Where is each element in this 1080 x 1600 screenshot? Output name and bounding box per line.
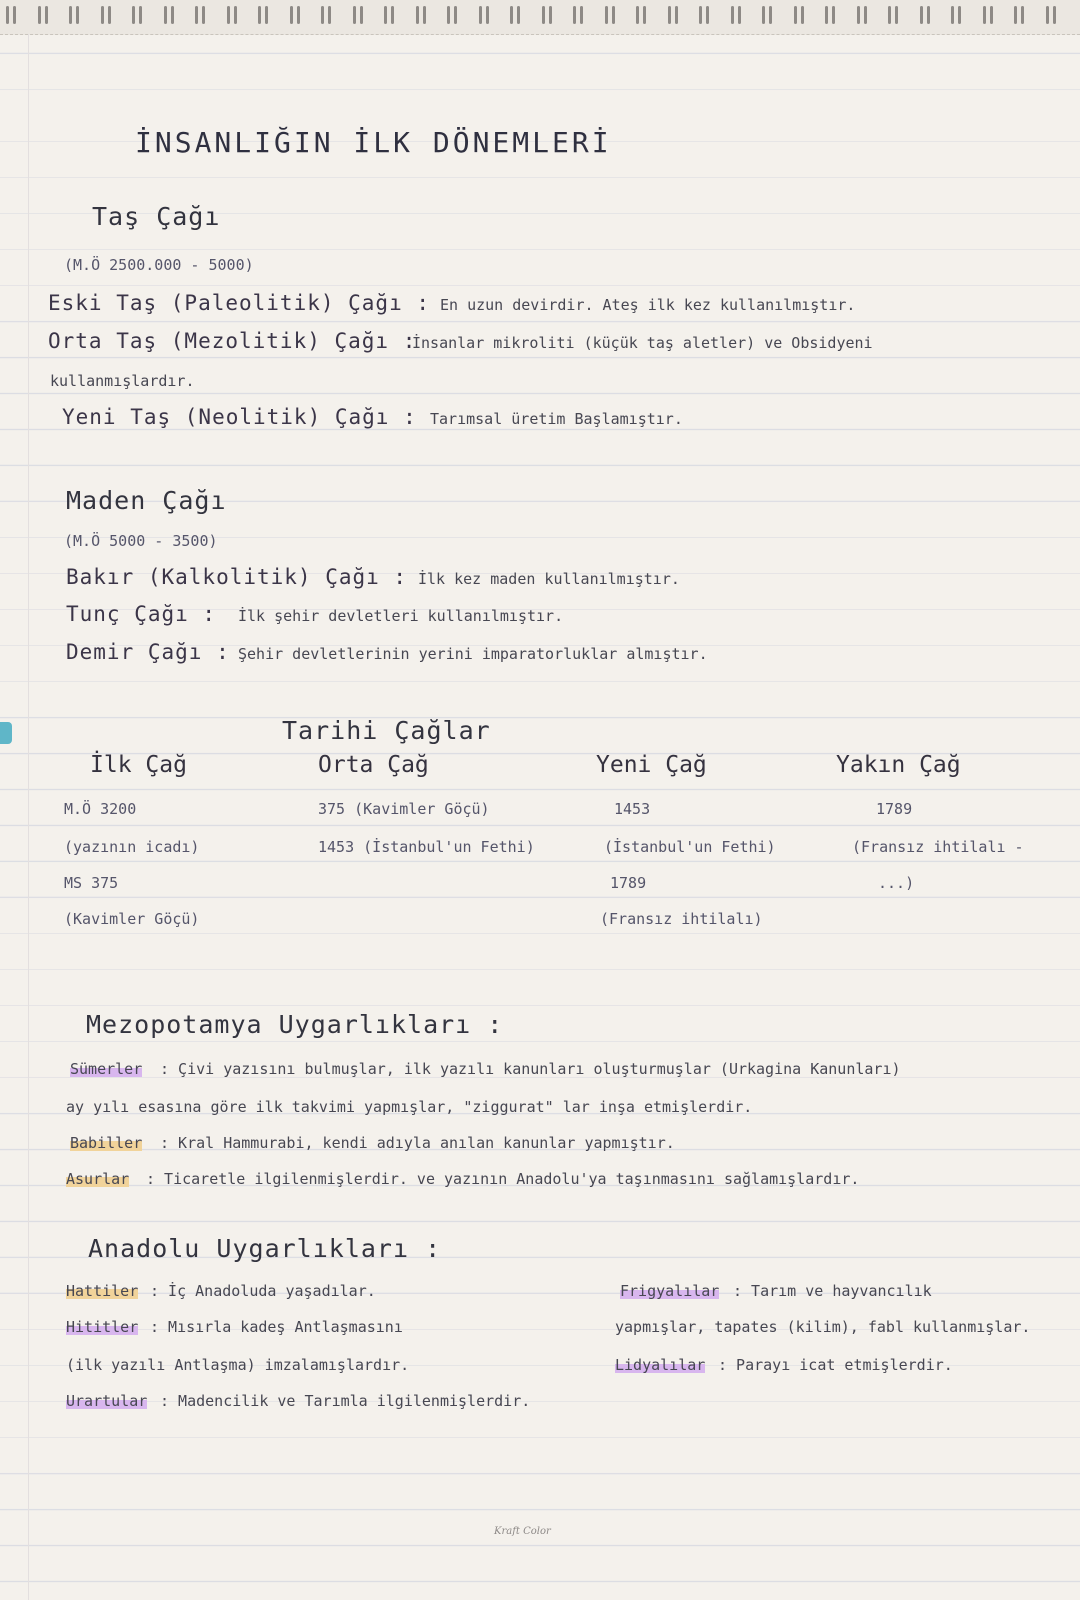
- spiral-ring: [542, 6, 545, 24]
- spiral-ring: [164, 6, 167, 24]
- spiral-ring: [580, 6, 583, 24]
- spiral-ring: [454, 6, 457, 24]
- sumerler-text: : Çivi yazısını bulmuşlar, ilk yazılı kanunları oluşturmuşlar (Urkagina Kanunları): [160, 1060, 901, 1078]
- ilk-cag-line-4: (Kavimler Göçü): [64, 910, 200, 928]
- spiral-ring: [45, 6, 48, 24]
- spiral-ring: [391, 6, 394, 24]
- page-tab-marker: [0, 722, 12, 744]
- spiral-ring: [13, 6, 16, 24]
- spiral-ring: [895, 6, 898, 24]
- spiral-ring: [69, 6, 72, 24]
- spiral-ring: [195, 6, 198, 24]
- tunc-cagi-label: Tunç Çağı :: [66, 602, 217, 626]
- yeni-cag-line-1: 1453: [614, 800, 651, 818]
- spiral-ring: [983, 6, 986, 24]
- spiral-ring: [573, 6, 576, 24]
- hititler-label: Hititler: [66, 1318, 139, 1336]
- spiral-ring: [297, 6, 300, 24]
- spiral-ring: [1053, 6, 1056, 24]
- frigyalilar-text-2: yapmışlar, tapates (kilim), fabl kullanmışlar.: [615, 1318, 1031, 1336]
- urartular-text: : Madencilik ve Tarımla ilgilenmişlerdir.: [160, 1392, 531, 1410]
- spiral-ring: [769, 6, 772, 24]
- hititler-text-2: (ilk yazılı Antlaşma) imzalamışlardır.: [66, 1356, 410, 1374]
- orta-cag-line-2: 1453 (İstanbul'un Fethi): [318, 838, 535, 856]
- spiral-ring: [738, 6, 741, 24]
- spiral-ring: [857, 6, 860, 24]
- babiller-text: : Kral Hammurabi, kendi adıyla anılan kanunlar yapmıştır.: [160, 1134, 675, 1152]
- spiral-ring: [699, 6, 702, 24]
- spiral-ring: [171, 6, 174, 24]
- spiral-ring: [328, 6, 331, 24]
- section-heading-tas-cagi: Taş Çağı: [92, 202, 221, 231]
- demir-cagi-text: Şehir devletlerinin yerini imparatorluklar almıştır.: [238, 645, 708, 663]
- spiral-ring: [510, 6, 513, 24]
- spiral-ring: [234, 6, 237, 24]
- hititler-text: : Mısırla kadeş Antlaşmasını: [150, 1318, 403, 1336]
- spiral-ring: [825, 6, 828, 24]
- sumerler-text-2: ay yılı esasına göre ilk takvimi yapmışlar, "ziggurat" lar inşa etmişlerdir.: [66, 1098, 753, 1116]
- yeni-tas-text: Tarımsal üretim Başlamıştır.: [430, 410, 683, 428]
- spiral-ring: [888, 6, 891, 24]
- section-heading-tarihi-caglar: Tarihi Çağlar: [282, 716, 491, 745]
- yakin-cag-line-2: (Fransız ihtilalı -: [852, 838, 1024, 856]
- spiral-ring: [643, 6, 646, 24]
- spiral-ring: [927, 6, 930, 24]
- demir-cagi-label: Demir Çağı :: [66, 640, 230, 664]
- ilk-cag-line-1: M.Ö 3200: [64, 800, 137, 818]
- frigyalilar-text: : Tarım ve hayvancılık: [733, 1282, 932, 1300]
- bakir-cagi-text: İlk kez maden kullanılmıştır.: [418, 570, 680, 588]
- ilk-cag-line-2: (yazının icadı): [64, 838, 200, 856]
- ilk-cag-line-3: MS 375: [64, 874, 119, 892]
- spiral-ring: [353, 6, 356, 24]
- spiral-ring: [762, 6, 765, 24]
- spiral-ring: [479, 6, 482, 24]
- spiral-ring: [1014, 6, 1017, 24]
- spiral-ring: [1021, 6, 1024, 24]
- yeni-cag-line-2: (İstanbul'un Fethi): [604, 838, 776, 856]
- orta-tas-text-2: kullanmışlardır.: [50, 372, 195, 390]
- orta-tas-text: İnsanlar mikroliti (küçük taş aletler) ve Obsidyeni: [412, 334, 873, 352]
- spiral-ring: [486, 6, 489, 24]
- col-title-yakin-cag: Yakın Çağ: [836, 752, 961, 778]
- yeni-cag-line-4: (Fransız ihtilalı): [600, 910, 763, 928]
- spiral-ring: [668, 6, 671, 24]
- spiral-ring: [416, 6, 419, 24]
- lidyalilar-label: Lidyalılar: [615, 1356, 706, 1374]
- urartular-label: Urartular: [66, 1392, 148, 1410]
- spiral-ring: [1046, 6, 1049, 24]
- spiral-ring: [864, 6, 867, 24]
- spiral-ring: [423, 6, 426, 24]
- asurlar-text: : Ticaretle ilgilenmişlerdir. ve yazının Anadolu'ya taşınmasını sağlamışlardır.: [146, 1170, 860, 1188]
- spiral-ring: [202, 6, 205, 24]
- spiral-ring: [951, 6, 954, 24]
- spiral-ring: [794, 6, 797, 24]
- spiral-ring: [6, 6, 9, 24]
- page-title: İNSANLIĞIN İLK DÖNEMLERİ: [135, 126, 612, 159]
- section-heading-anadolu: Anadolu Uygarlıkları :: [88, 1234, 442, 1263]
- spiral-ring: [290, 6, 293, 24]
- notebook-brand-watermark: Kraft Color: [494, 1526, 551, 1537]
- spiral-ring: [139, 6, 142, 24]
- tunc-cagi-text: İlk şehir devletleri kullanılmıştır.: [238, 607, 564, 625]
- spiral-ring: [958, 6, 961, 24]
- section-heading-maden-cagi: Maden Çağı: [66, 486, 227, 515]
- spiral-ring: [265, 6, 268, 24]
- spiral-ring: [731, 6, 734, 24]
- spiral-ring: [706, 6, 709, 24]
- eski-tas-text: En uzun devirdir. Ateş ilk kez kullanılmıştır.: [440, 296, 856, 314]
- margin-line: [28, 34, 29, 1600]
- spiral-ring: [38, 6, 41, 24]
- col-title-yeni-cag: Yeni Çağ: [596, 752, 707, 778]
- sumerler-label: Sümerler: [70, 1060, 143, 1078]
- spiral-ring: [108, 6, 111, 24]
- lidyalilar-text: : Parayı icat etmişlerdir.: [718, 1356, 953, 1374]
- spiral-ring: [832, 6, 835, 24]
- yakin-cag-line-3: ...): [878, 874, 915, 892]
- spiral-ring: [605, 6, 608, 24]
- spiral-ring: [227, 6, 230, 24]
- orta-cag-line-1: 375 (Kavimler Göçü): [318, 800, 490, 818]
- spiral-ring: [549, 6, 552, 24]
- spiral-binding: [0, 0, 1080, 35]
- bakir-cagi-label: Bakır (Kalkolitik) Çağı :: [66, 565, 408, 589]
- tas-cagi-range: (M.Ö 2500.000 - 5000): [64, 256, 254, 274]
- spiral-ring: [612, 6, 615, 24]
- spiral-ring: [675, 6, 678, 24]
- hattiler-label: Hattiler: [66, 1282, 139, 1300]
- yeni-tas-label: Yeni Taş (Neolitik) Çağı :: [62, 405, 417, 429]
- col-title-orta-cag: Orta Çağ: [318, 752, 429, 778]
- spiral-ring: [258, 6, 261, 24]
- spiral-ring: [321, 6, 324, 24]
- spiral-ring: [360, 6, 363, 24]
- spiral-ring: [990, 6, 993, 24]
- maden-cagi-range: (M.Ö 5000 - 3500): [64, 532, 218, 550]
- hattiler-text: : İç Anadoluda yaşadılar.: [150, 1282, 376, 1300]
- orta-tas-label: Orta Taş (Mezolitik) Çağı :: [48, 329, 417, 353]
- spiral-ring: [447, 6, 450, 24]
- babiller-label: Babiller: [70, 1134, 143, 1152]
- spiral-ring: [132, 6, 135, 24]
- section-heading-mezopotamya: Mezopotamya Uygarlıkları :: [86, 1010, 504, 1039]
- spiral-ring: [517, 6, 520, 24]
- spiral-ring: [636, 6, 639, 24]
- asurlar-label: Asurlar: [66, 1170, 130, 1188]
- eski-tas-label: Eski Taş (Paleolitik) Çağı :: [48, 291, 431, 315]
- frigyalilar-label: Frigyalılar: [620, 1282, 720, 1300]
- spiral-ring: [920, 6, 923, 24]
- yeni-cag-line-3: 1789: [610, 874, 647, 892]
- spiral-ring: [384, 6, 387, 24]
- spiral-ring: [76, 6, 79, 24]
- col-title-ilk-cag: İlk Çağ: [90, 752, 187, 778]
- spiral-ring: [801, 6, 804, 24]
- yakin-cag-line-1: 1789: [876, 800, 913, 818]
- spiral-ring: [101, 6, 104, 24]
